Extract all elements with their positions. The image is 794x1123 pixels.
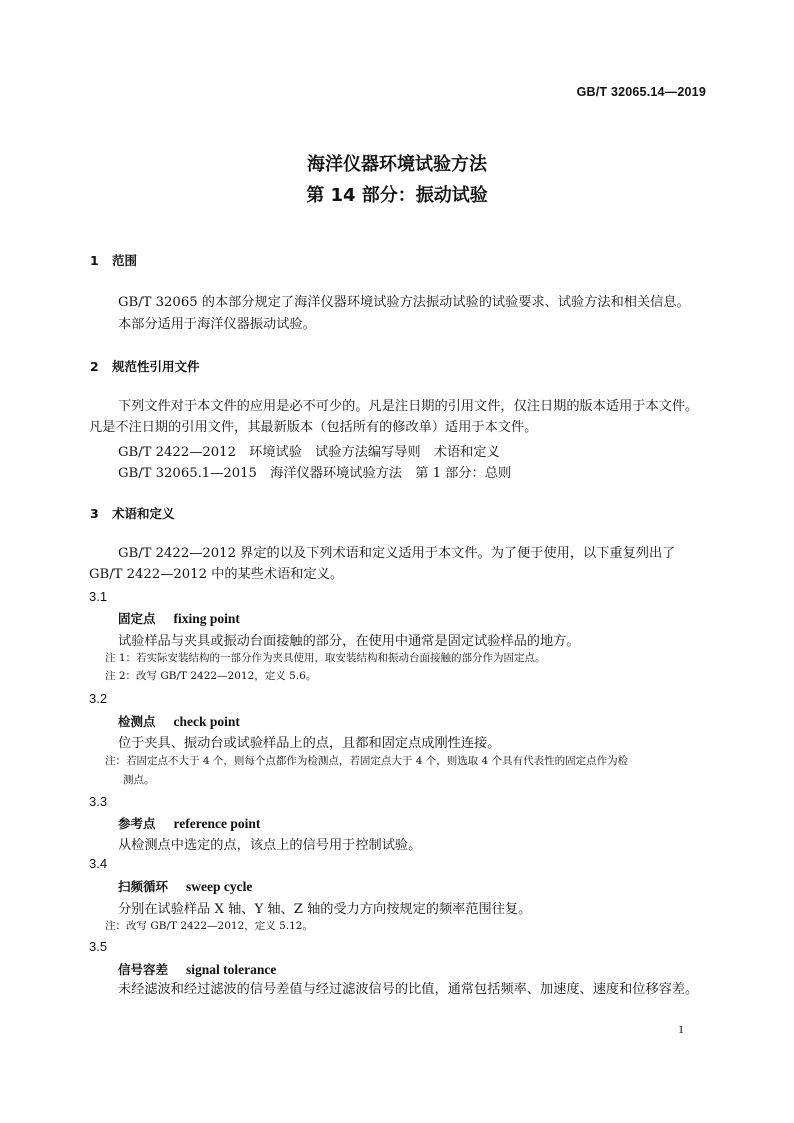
term-en: signal tolerance [186, 962, 277, 977]
term-definition: 位于夹具、振动台或试验样品上的点，且都和固定点成刚性连接。 [118, 736, 501, 751]
term-note: 注：改写 GB/T 2422—2012，定义 5.12。 [105, 920, 313, 932]
section-number: 1 [90, 253, 99, 268]
term-en: reference point [173, 816, 261, 831]
term-definition: 试验样品与夹具或振动台面接触的部分，在使用中通常是固定试验样品的地方。 [118, 634, 580, 649]
term-zh: 参考点 [118, 816, 156, 831]
term-en: sweep cycle [186, 879, 253, 894]
scope-paragraph: GB/T 32065 的本部分规定了海洋仪器环境试验方法振动试验的试验要求、试验方法和相关信息。 [118, 295, 690, 310]
term-zh: 固定点 [118, 611, 156, 626]
normative-references-paragraph: 下列文件对于本文件的应用是必不可少的。凡是注日期的引用文件，仅注日期的版本适用于本文件。凡是不注日期的引用文件，其最新版本（包括所有的修改单）适用于本文件。 [89, 399, 699, 435]
section-title: 范围 [112, 253, 138, 268]
section-title: 规范性引用文件 [112, 359, 200, 374]
term-number: 3.5 [89, 939, 108, 954]
terms-intro-paragraph: GB/T 2422—2012 界定的以及下列术语和定义适用于本文件。为了便于使用，以下重复列出了GB/T 2422—2012 中的某些术语和定义。 [89, 546, 676, 582]
term-zh: 信号容差 [118, 962, 169, 977]
term-heading [118, 814, 260, 832]
document-title: 海洋仪器环境试验方法 [307, 154, 487, 175]
term-heading [118, 877, 252, 895]
section-number: 2 [90, 359, 99, 374]
term-zh: 检测点 [118, 714, 156, 729]
section-3-heading [90, 504, 175, 522]
reference-item: GB/T 2422—2012 环境试验 试验方法编写导则 术语和定义 [118, 445, 500, 460]
term-number: 3.3 [89, 794, 108, 809]
term-heading [118, 960, 276, 978]
term-en: fixing point [173, 611, 240, 626]
term-heading [118, 712, 240, 730]
term-number: 3.4 [89, 856, 108, 871]
section-number: 3 [90, 506, 99, 521]
term-number: 3.1 [89, 589, 108, 604]
section-1-heading [90, 251, 137, 269]
term-number: 3.2 [89, 691, 108, 706]
document-subtitle: 第 14 部分：振动试验 [306, 185, 488, 206]
term-definition: 未经滤波和经过滤波的信号差值与经过滤波信号的比值，通常包括频率、加速度、速度和位移容差。 [118, 982, 699, 997]
term-note: 注 2：改写 GB/T 2422—2012，定义 5.6。 [105, 670, 317, 682]
section-2-heading [90, 357, 200, 375]
term-note: 注 1：若实际安装结构的一部分作为夹具使用，取安装结构和振动台面接触的部分作为固定点。 [105, 652, 546, 664]
term-definition: 从检测点中选定的点，该点上的信号用于控制试验。 [118, 838, 422, 853]
term-note: 注：若固定点不大于 4 个，则每个点都作为检测点，若固定点大于 4 个，则选取 4 个具有代表性的固定点作为检 测点。 [105, 755, 629, 786]
term-zh: 扫频循环 [118, 879, 169, 894]
term-definition: 分别在试验样品 X 轴、Y 轴、Z 轴的受力方向按规定的频率范围往复。 [118, 902, 532, 917]
section-title: 术语和定义 [112, 506, 175, 521]
term-en: check point [173, 714, 240, 729]
reference-item: GB/T 32065.1—2015 海洋仪器环境试验方法 第 1 部分：总则 [118, 466, 512, 481]
page-number: 1 [678, 1022, 684, 1036]
term-heading [118, 609, 240, 627]
scope-applicability: 本部分适用于海洋仪器振动试验。 [118, 317, 316, 332]
standard-code: GB/T 32065.14—2019 [576, 85, 706, 99]
